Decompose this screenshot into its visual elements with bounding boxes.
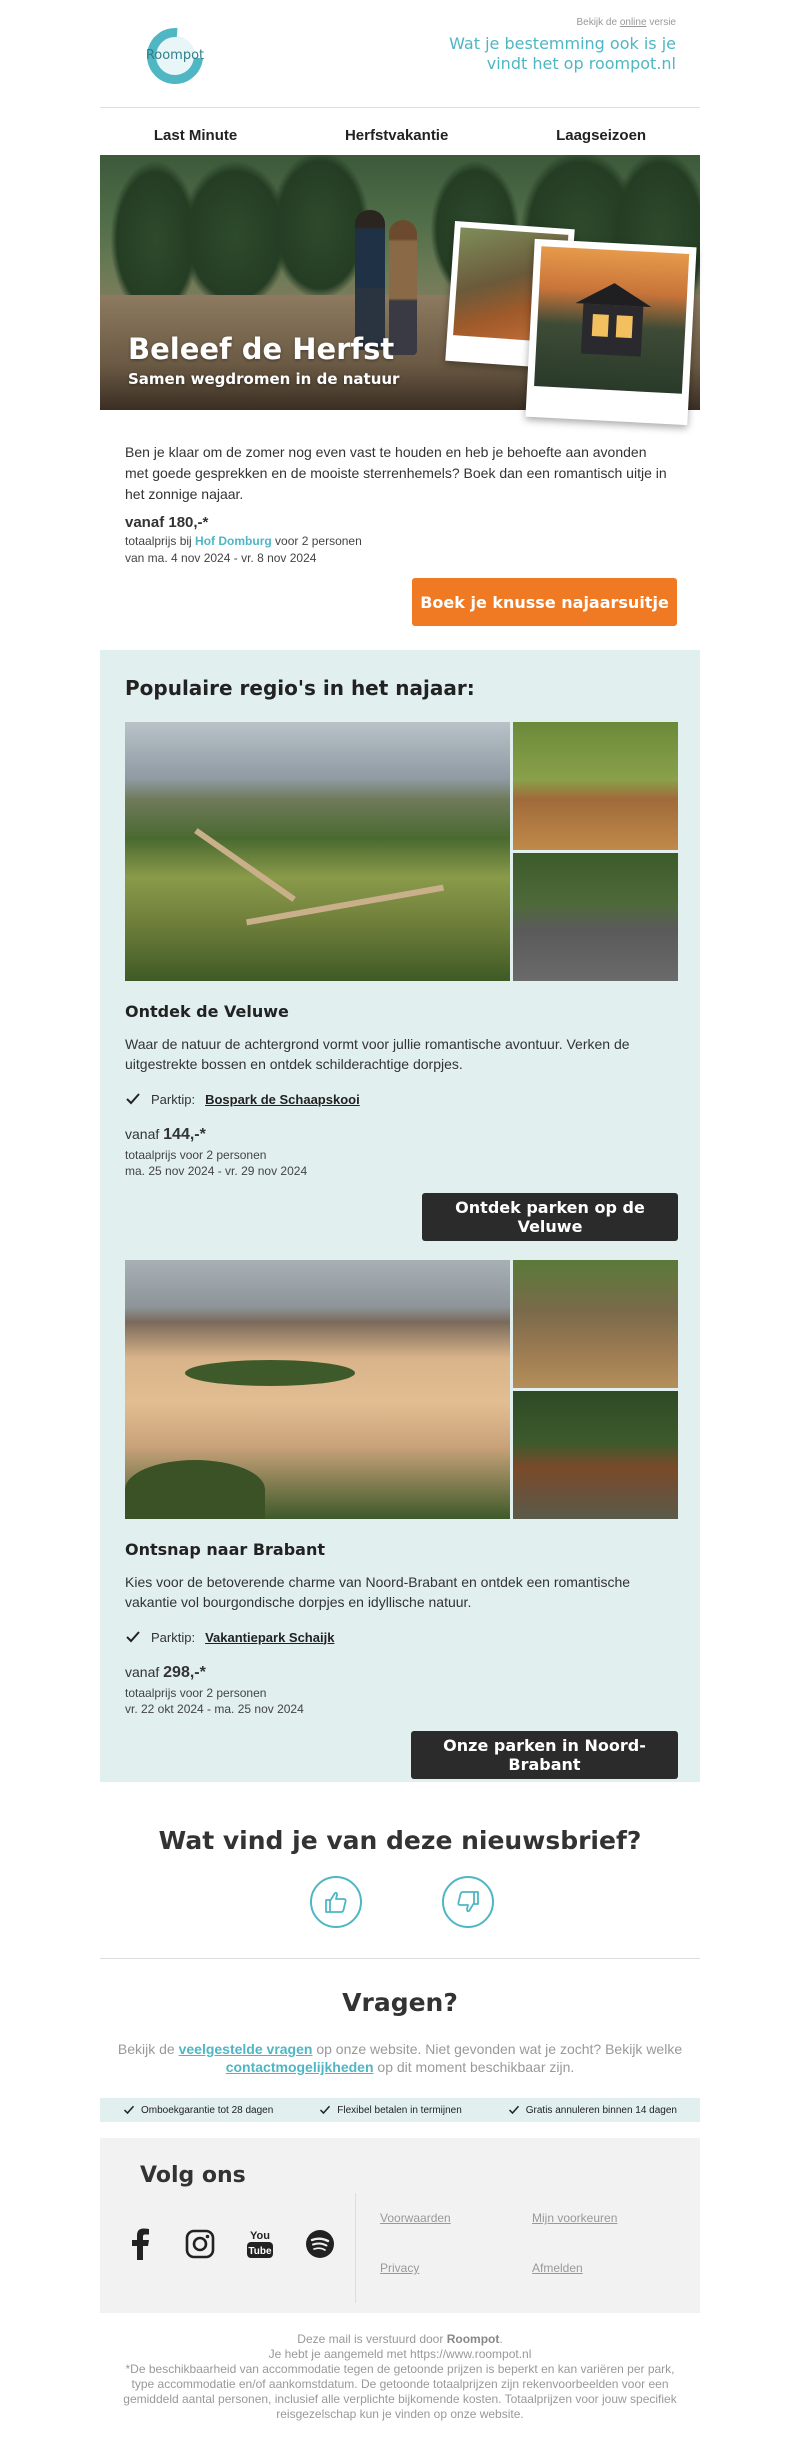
park-link-schaijk[interactable]: Vakantiepark Schaijk bbox=[205, 1629, 335, 1645]
region-heading: Ontdek de Veluwe bbox=[125, 1002, 289, 1021]
view-online-line: Bekijk de online versie bbox=[576, 17, 676, 28]
cabin-photo bbox=[513, 853, 678, 981]
forest-photo bbox=[513, 1260, 678, 1388]
region-dates: ma. 25 nov 2024 - vr. 29 nov 2024 bbox=[125, 1164, 308, 1178]
brabant-parks-button[interactable]: Onze parken in Noord-Brabant bbox=[411, 1731, 678, 1779]
park-tip: Parktip: Vakantiepark Schaijk bbox=[125, 1629, 334, 1645]
intro-price: vanaf 180,-* bbox=[125, 514, 209, 531]
check-icon bbox=[125, 1091, 141, 1107]
thumbs-up-button[interactable] bbox=[310, 1876, 362, 1928]
lodge-photo bbox=[513, 1391, 678, 1519]
intro-dates: van ma. 4 nov 2024 - vr. 8 nov 2024 bbox=[125, 551, 317, 565]
disclaimer: *De beschikbaarheid van accommodatie tegen de getoonde prijzen is beperkt en kan variëren per park, type accommodatie en/of aankomstdatum. De getoonde totaalprijzen zijn rekenvoorbeelden voor een gemiddeld aantal personen, inclusief alle verplichte bijkomende kosten. Totaalprijzen voor jouw specifiek reisgezelschap kun je vinden op onze website. bbox=[123, 2362, 677, 2421]
check-icon bbox=[123, 2104, 135, 2116]
sent-by-line: Deze mail is verstuurd door Roompot. bbox=[297, 2332, 503, 2346]
follow-title: Volg ons bbox=[140, 2163, 246, 2188]
book-autumn-button[interactable]: Boek je knusse najaarsuitje bbox=[412, 578, 677, 626]
region-text: Waar de natuur de achtergrond vormt voor jullie romantische avontuur. Verken de uitgestrekte bossen en ontdek schilderachtige dorpjes. bbox=[125, 1036, 630, 1072]
veluwe-photos[interactable] bbox=[125, 722, 678, 981]
intro-total: totaalprijs bij Hof Domburg voor 2 personen bbox=[125, 534, 362, 548]
hero-subtitle: Samen wegdromen in de natuur bbox=[128, 370, 400, 388]
privacy-link[interactable]: Privacy bbox=[380, 2261, 420, 2275]
contact-link[interactable]: contactmogelijkheden bbox=[225, 2059, 374, 2075]
deer-photo bbox=[513, 722, 678, 850]
hero-banner[interactable] bbox=[100, 155, 700, 410]
region-price: vanaf 298,-* bbox=[125, 1664, 206, 1681]
regions-section bbox=[100, 650, 700, 1782]
divider bbox=[100, 107, 700, 108]
faq-link[interactable]: veelgestelde vragen bbox=[178, 2041, 313, 2057]
region-dates: vr. 22 okt 2024 - ma. 25 nov 2024 bbox=[125, 1702, 304, 1716]
feedback-title: Wat vind je van deze nieuwsbrief? bbox=[158, 1826, 642, 1855]
main-nav bbox=[100, 118, 700, 152]
park-link-hof-domburg[interactable]: Hof Domburg bbox=[195, 534, 272, 548]
divider bbox=[100, 1958, 700, 1959]
instagram-icon[interactable] bbox=[182, 2226, 218, 2262]
follow-section bbox=[100, 2138, 700, 2313]
region-heading: Ontsnap naar Brabant bbox=[125, 1540, 325, 1559]
brabant-photos[interactable] bbox=[125, 1260, 678, 1519]
header-tagline: Wat je bestemming ook is je vindt het op roompot.nl bbox=[449, 34, 676, 73]
thumbs-down-icon bbox=[454, 1888, 482, 1916]
veluwe-heath-photo bbox=[125, 722, 510, 981]
hero-title: Beleef de Herfst bbox=[128, 332, 395, 366]
usp-item: Omboekgarantie tot 28 dagen bbox=[123, 2104, 273, 2116]
logo-text: Roompot bbox=[145, 48, 205, 63]
usp-item: Flexibel betalen in termijnen bbox=[319, 2104, 462, 2116]
spotify-icon[interactable] bbox=[302, 2226, 338, 2262]
roompot-logo[interactable] bbox=[137, 28, 205, 88]
check-icon bbox=[125, 1629, 141, 1645]
registered-line: Je hebt je aangemeld met https://www.roompot.nl bbox=[268, 2347, 532, 2361]
usp-bar bbox=[100, 2098, 700, 2122]
facebook-icon[interactable] bbox=[122, 2226, 158, 2262]
view-online-link[interactable]: online bbox=[619, 17, 647, 28]
region-price: vanaf 144,-* bbox=[125, 1126, 206, 1143]
usp-item: Gratis annuleren binnen 14 dagen bbox=[508, 2104, 677, 2116]
youtube-icon[interactable] bbox=[242, 2226, 278, 2262]
roompot-link[interactable]: Roompot bbox=[446, 2332, 500, 2346]
footer bbox=[120, 2332, 680, 2422]
region-total: totaalprijs voor 2 personen bbox=[125, 1686, 267, 1700]
questions-title: Vragen? bbox=[342, 1988, 458, 2017]
brabant-dunes-photo bbox=[125, 1260, 510, 1519]
svg-text:Tube: Tube bbox=[248, 2246, 272, 2257]
divider bbox=[355, 2193, 356, 2303]
regions-title: Populaire regio's in het najaar: bbox=[125, 676, 475, 700]
unsubscribe-link[interactable]: Afmelden bbox=[532, 2261, 583, 2275]
thumbs-up-icon bbox=[322, 1888, 350, 1916]
check-icon bbox=[508, 2104, 520, 2116]
park-tip: Parktip: Bospark de Schaapskooi bbox=[125, 1091, 360, 1107]
preferences-link[interactable]: Mijn voorkeuren bbox=[532, 2211, 618, 2225]
veluwe-parks-button[interactable]: Ontdek parken op de Veluwe bbox=[422, 1193, 678, 1241]
questions-text: Bekijk de veelgestelde vragen op onze website. Niet gevonden wat je zocht? Bekijk welke contactmogelijkheden op dit moment beschikbaar zijn. bbox=[117, 2041, 683, 2075]
terms-link[interactable]: Voorwaarden bbox=[380, 2211, 451, 2225]
check-icon bbox=[319, 2104, 331, 2116]
polaroid-cabin bbox=[525, 239, 696, 425]
nav-laagseizoen[interactable]: Laagseizoen bbox=[556, 126, 647, 144]
intro-text: Ben je klaar om de zomer nog even vast te houden en heb je behoefte aan avonden met goede gesprekken en de mooiste sterrenhemels? Boek dan een romantisch uitje in het zonnige najaar. bbox=[125, 444, 667, 502]
nav-last-minute[interactable]: Last Minute bbox=[153, 126, 238, 144]
svg-text:You: You bbox=[250, 2230, 270, 2242]
region-text: Kies voor de betoverende charme van Noord-Brabant en ontdek een romantische vakantie vol bourgondische dorpjes en idyllische natuur. bbox=[125, 1574, 631, 1610]
nav-herfstvakantie[interactable]: Herfstvakantie bbox=[344, 126, 449, 144]
thumbs-down-button[interactable] bbox=[442, 1876, 494, 1928]
park-link-schaapskooi[interactable]: Bospark de Schaapskooi bbox=[205, 1091, 360, 1107]
region-total: totaalprijs voor 2 personen bbox=[125, 1148, 267, 1162]
